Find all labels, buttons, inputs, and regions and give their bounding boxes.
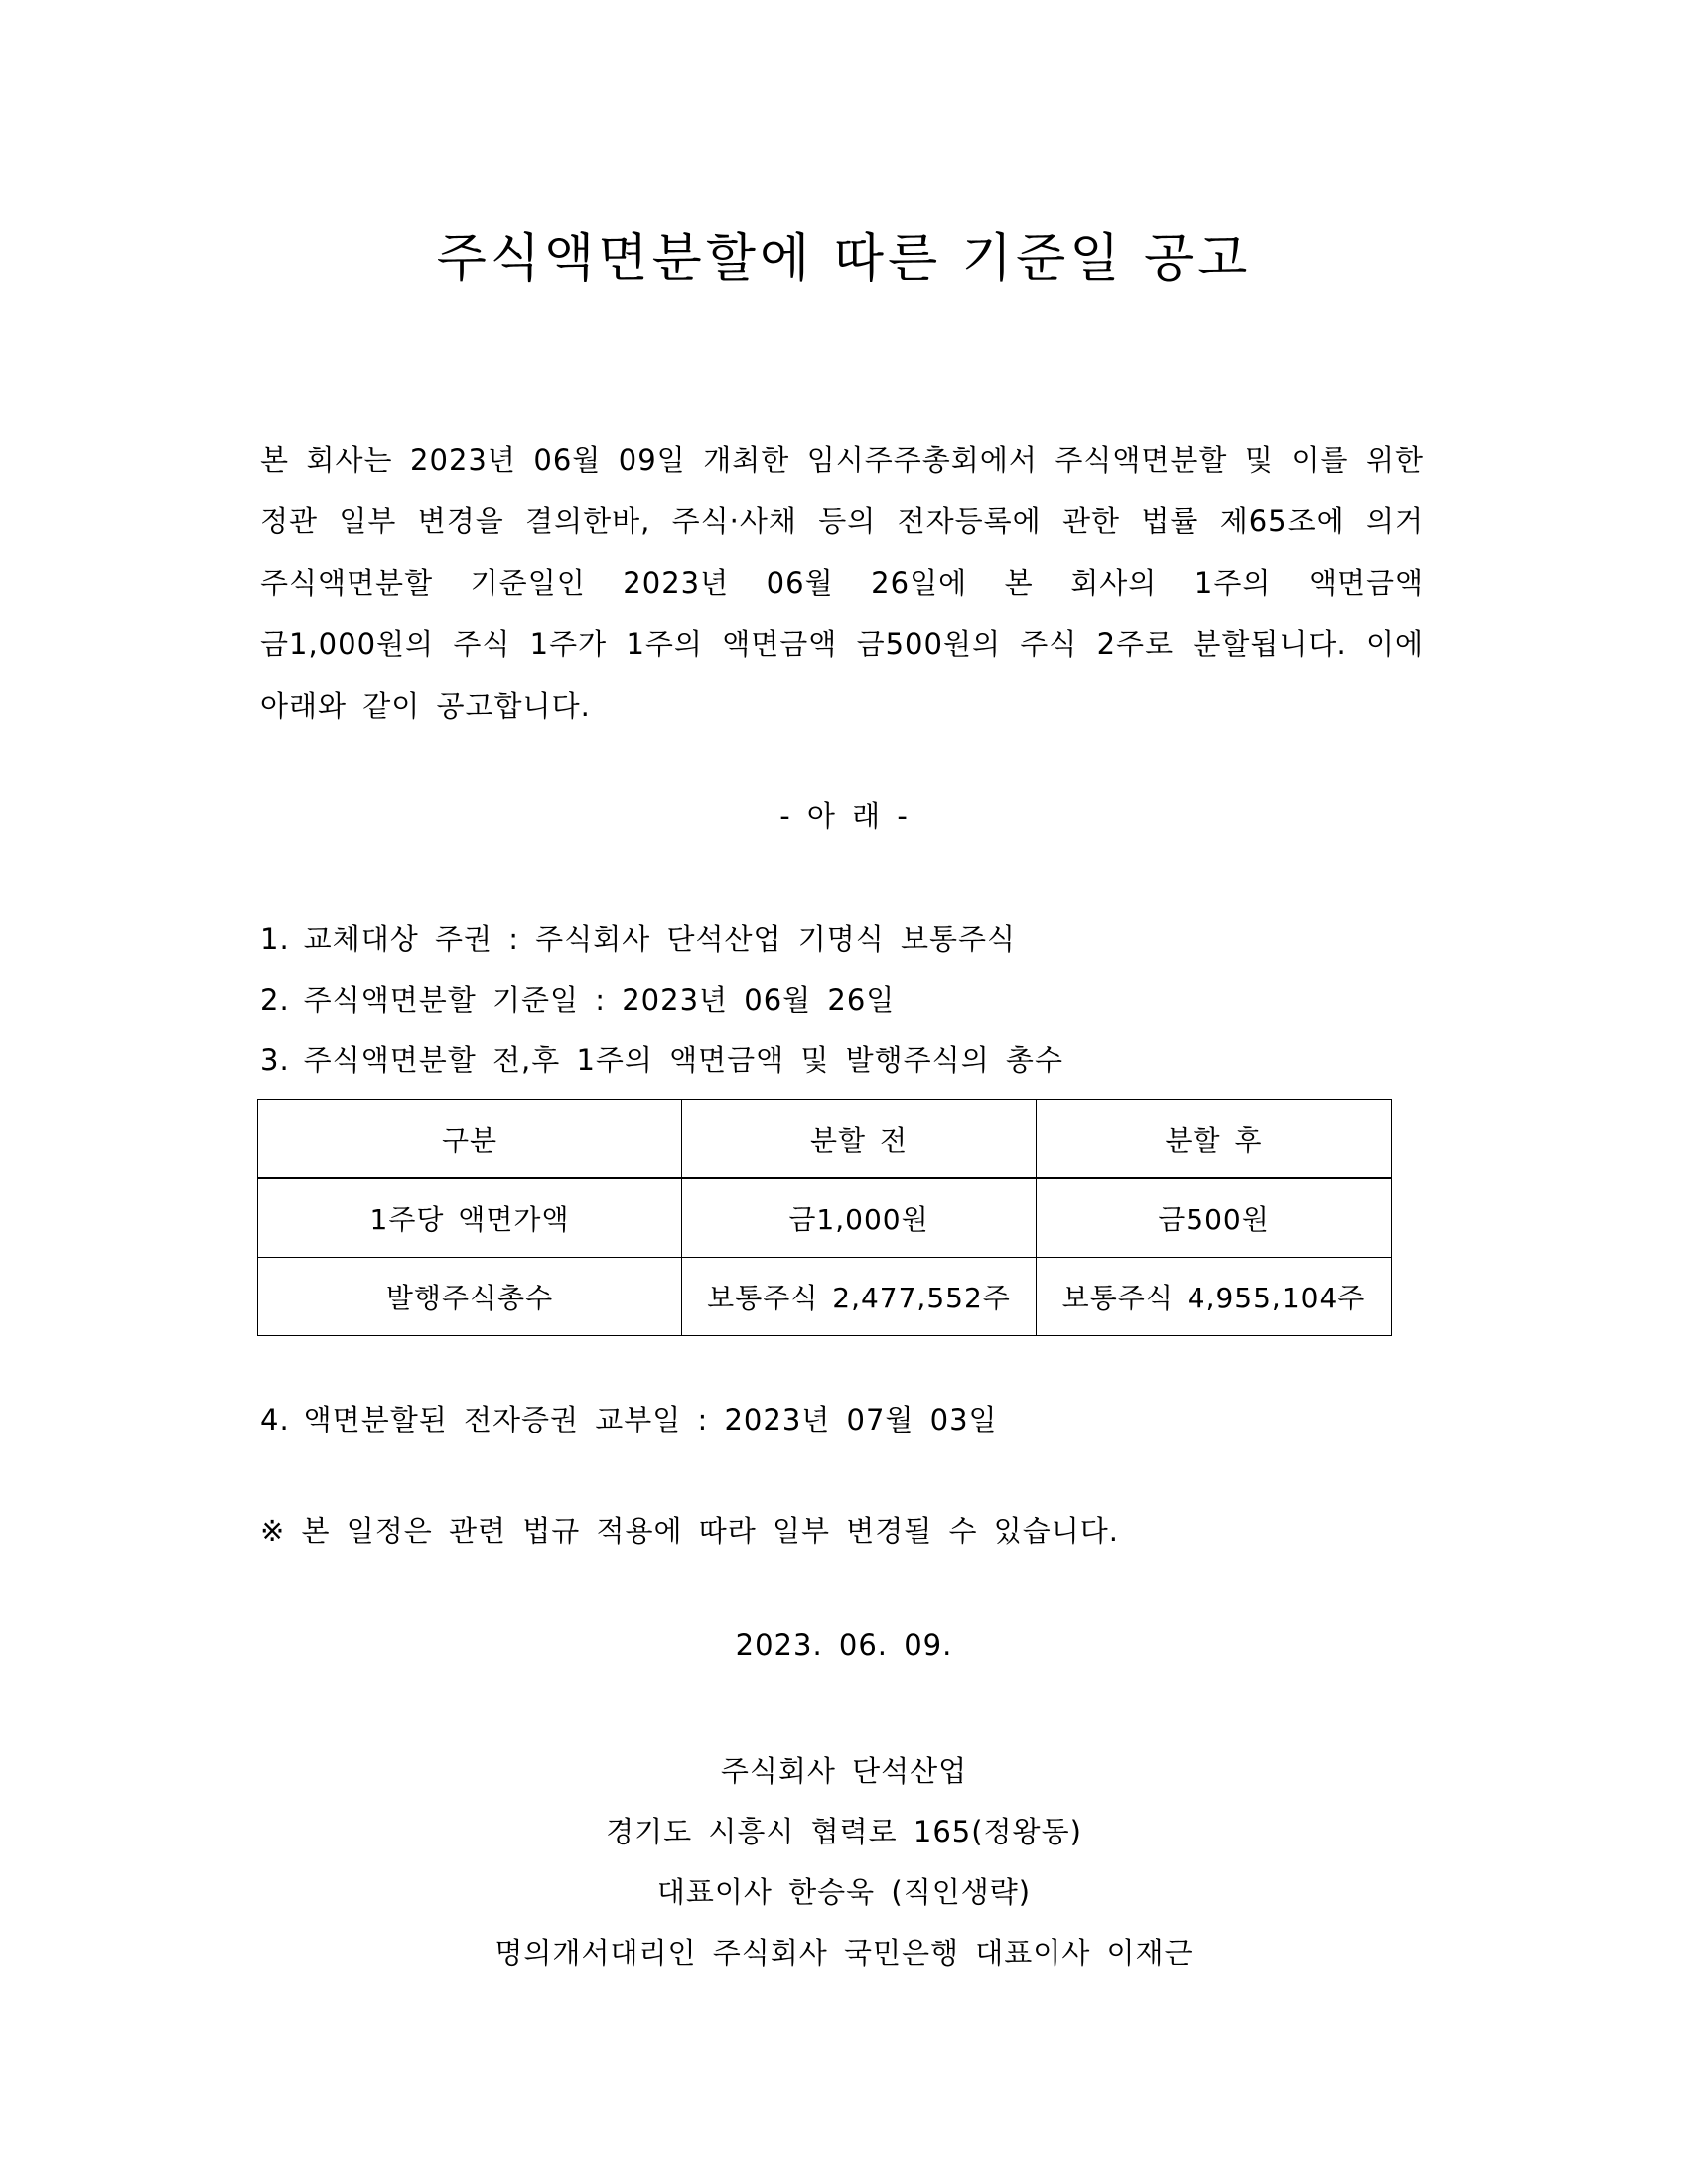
table-cell-after: 보통주식 4,955,104주 (1037, 1258, 1392, 1336)
announcement-paragraph: 본 회사는 2023년 06월 09일 개최한 임시주주총회에서 주식액면분할 및 이를 위한 정관 일부 변경을 결의한바, 주식·사채 등의 전자등록에 관한 법률 제65조에 의거 주식액면분할 기준일인 2023년 06월 26일에 본 회사의 1주의 액면금액 금1,000원의 주식 1주가 1주의 액면금액 금500원의 주식 2주로 분할됩니다. 이에 아래와 같이 공고합니다. (260, 443, 1424, 723)
list-item-1 (260, 917, 1016, 958)
table-header-cell: 분할 전 (682, 1100, 1037, 1179)
table-row (258, 1258, 1392, 1336)
table-header-row (258, 1100, 1392, 1179)
company-name: 주식회사 단석산업 (720, 1754, 968, 1788)
table-row-label: 1주당 액면가액 (258, 1178, 682, 1258)
announcement-date: 2023. 06. 09. (735, 1628, 953, 1662)
table-row-label: 발행주식총수 (258, 1258, 682, 1336)
table-row (258, 1178, 1392, 1258)
company-address: 경기도 시흥시 협력로 165(정왕동) (606, 1815, 1082, 1848)
list-item-text: 주식액면분할 전,후 1주의 액면금액 및 발행주식의 총수 (303, 1043, 1063, 1077)
schedule-note: ※ 본 일정은 관련 법규 적용에 따라 일부 변경될 수 있습니다. (260, 1514, 1120, 1548)
table-cell-after: 금500원 (1037, 1178, 1392, 1258)
list-item-text: 액면분할된 전자증권 교부일 : 2023년 07월 03일 (303, 1403, 998, 1436)
transfer-agent: 명의개서대리인 주식회사 국민은행 대표이사 이재근 (494, 1936, 1194, 1970)
table-header-cell: 구분 (258, 1100, 682, 1179)
split-summary-table (257, 1099, 1392, 1336)
list-item-2 (260, 978, 895, 1019)
list-item-number: 1. (260, 922, 290, 956)
page-title: 주식액면분할에 따른 기준일 공고 (436, 229, 1252, 289)
list-item-number: 3. (260, 1043, 290, 1077)
list-item-number: 2. (260, 983, 290, 1017)
list-item-text: 교체대상 주권 : 주식회사 단석산업 기명식 보통주식 (303, 922, 1017, 956)
table-cell-before: 금1,000원 (682, 1178, 1037, 1258)
ceo-signature: 대표이사 한승욱 (직인생략) (656, 1875, 1032, 1909)
table-header-cell: 분할 후 (1037, 1100, 1392, 1179)
table-cell-before: 보통주식 2,477,552주 (682, 1258, 1037, 1336)
list-item-number: 4. (260, 1403, 290, 1436)
list-item-4 (260, 1398, 998, 1438)
list-item-text: 주식액면분할 기준일 : 2023년 06월 26일 (303, 983, 896, 1017)
list-item-3 (260, 1038, 1063, 1079)
section-heading: - 아 래 - (779, 799, 909, 833)
